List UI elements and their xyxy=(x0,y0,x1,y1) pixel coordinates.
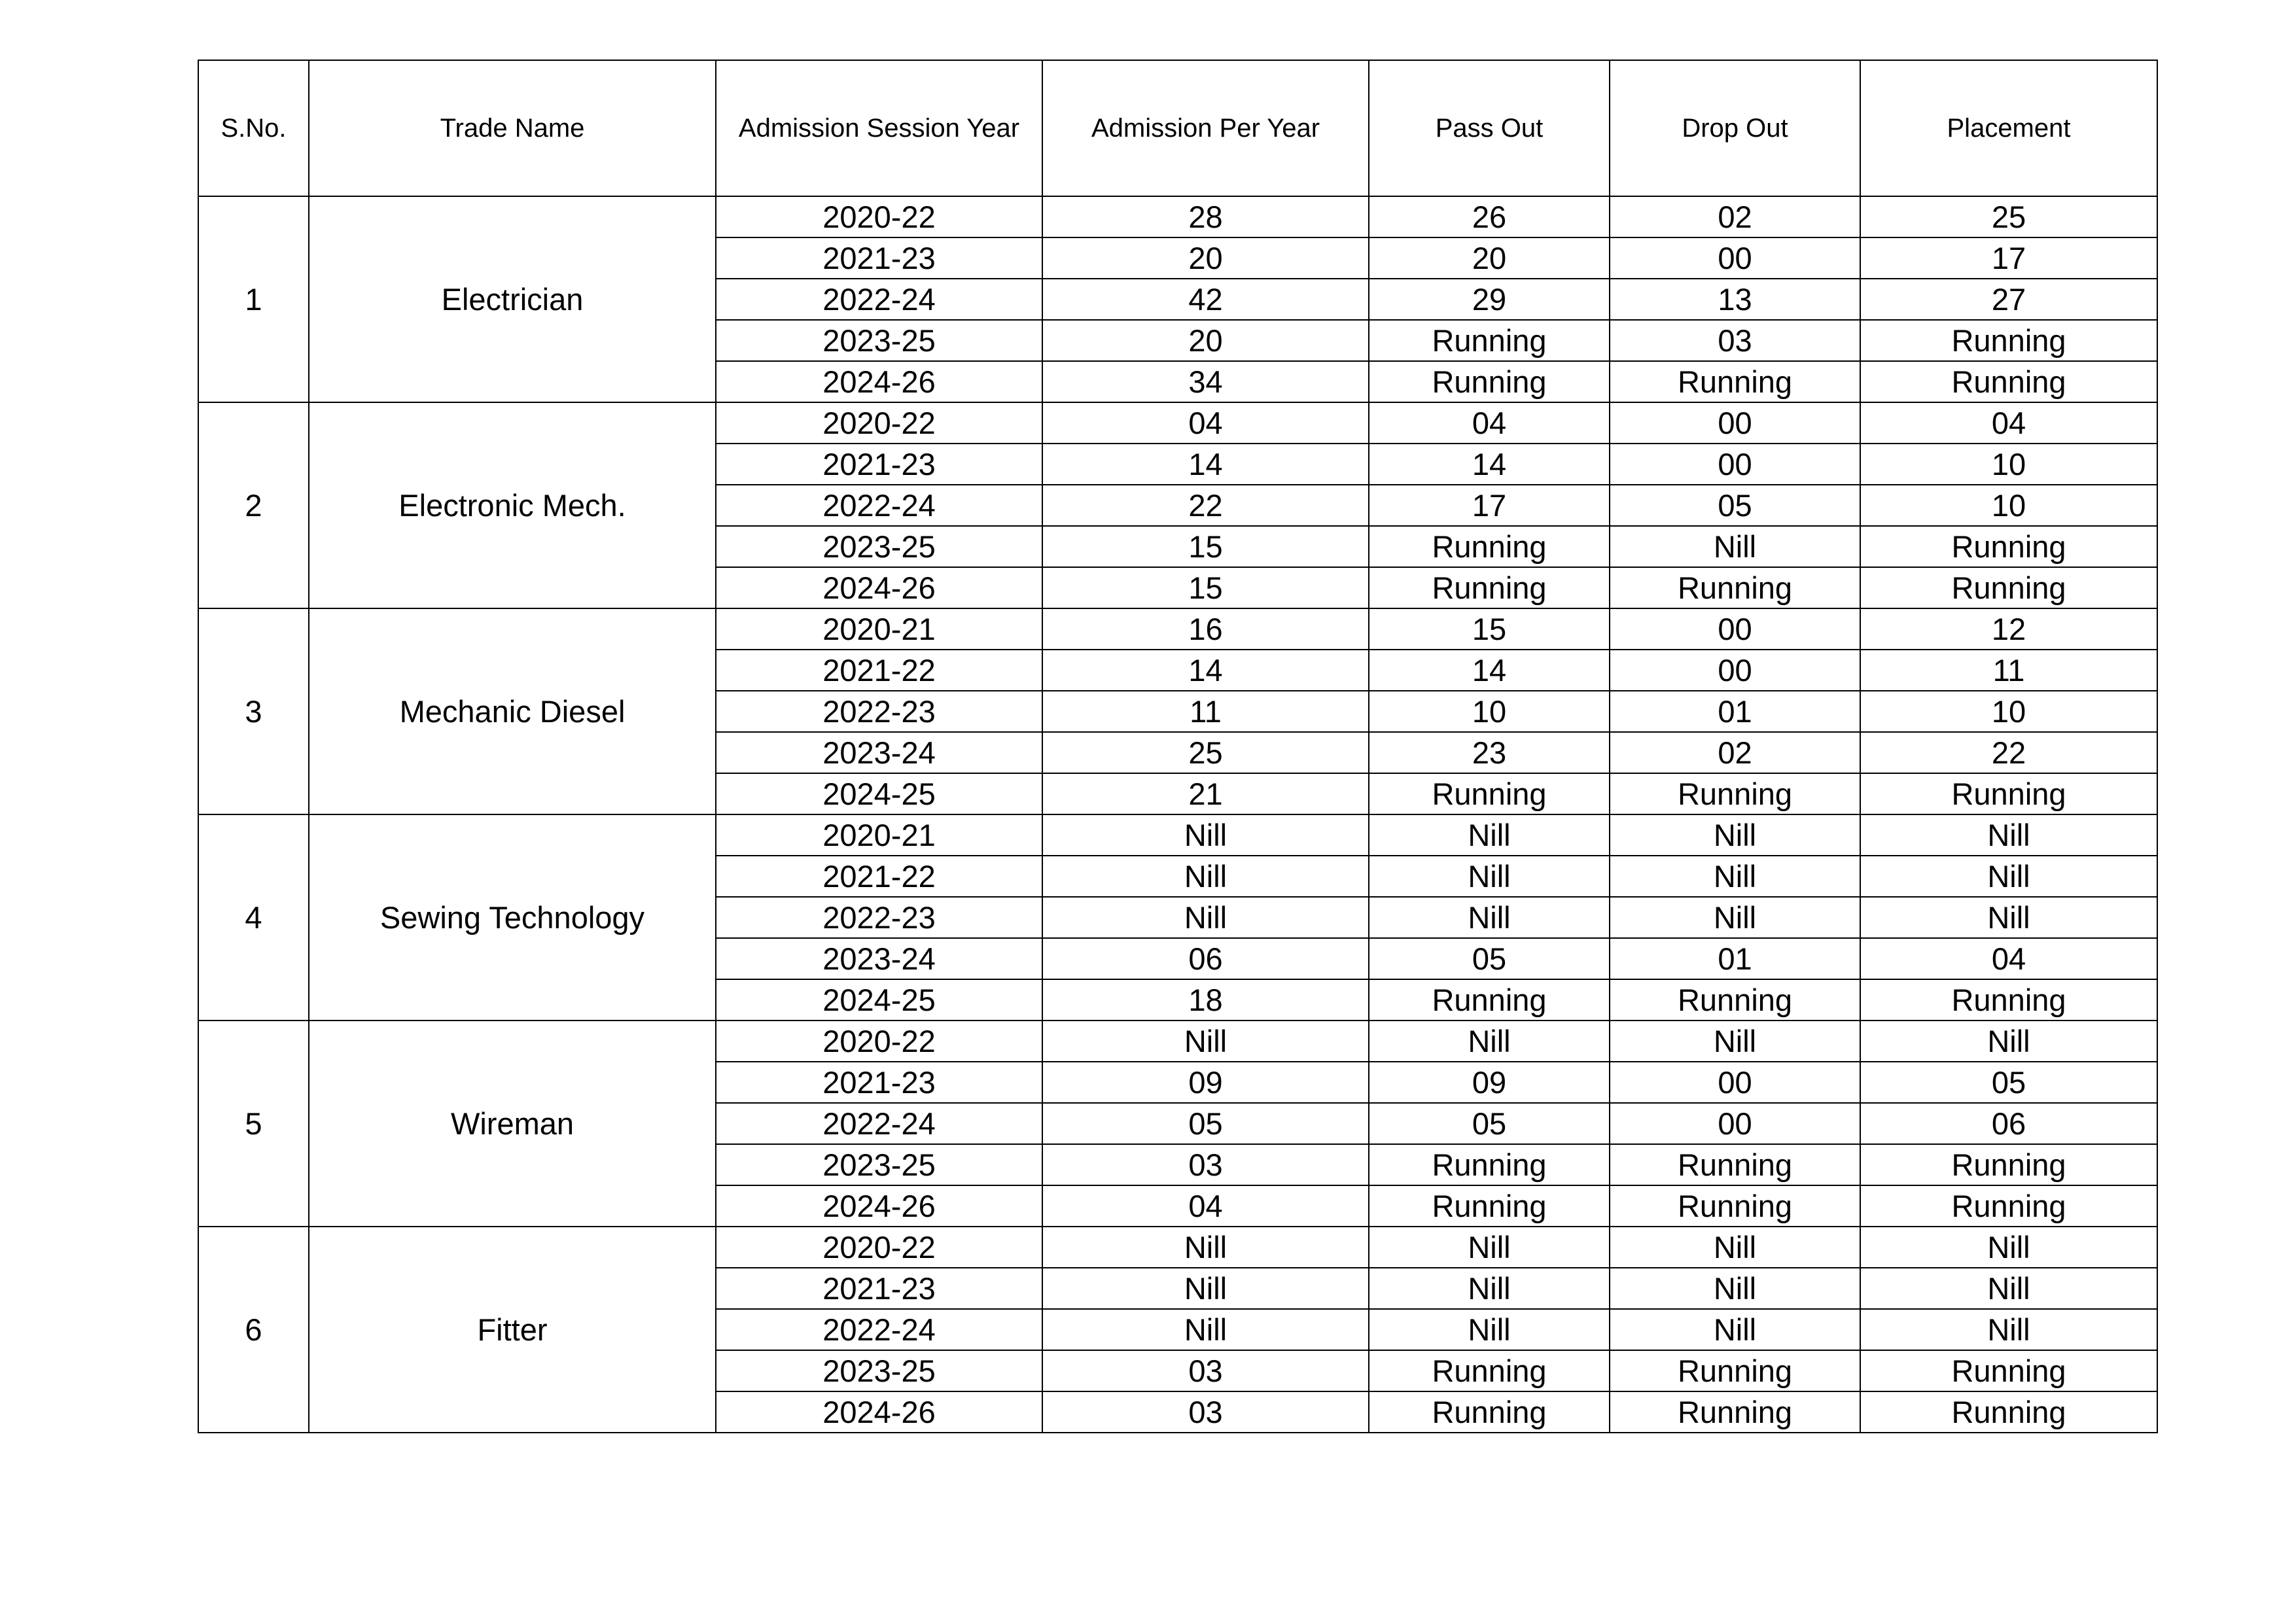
session-year-cell: 2024-25 xyxy=(716,773,1042,814)
drop-out-cell: 05 xyxy=(1610,485,1860,526)
placement-cell: 27 xyxy=(1860,279,2157,320)
pass-out-cell: Nill xyxy=(1369,897,1610,938)
drop-out-cell: 00 xyxy=(1610,1103,1860,1144)
admission-per-year-cell: 03 xyxy=(1042,1391,1369,1433)
pass-out-cell: Running xyxy=(1369,320,1610,361)
admission-per-year-cell: 34 xyxy=(1042,361,1369,402)
pass-out-cell: Running xyxy=(1369,1350,1610,1391)
trade-name-cell: Fitter xyxy=(309,1227,716,1433)
session-year-cell: 2022-24 xyxy=(716,485,1042,526)
placement-cell: Nill xyxy=(1860,1268,2157,1309)
table-row xyxy=(198,402,2157,444)
session-year-cell: 2023-24 xyxy=(716,732,1042,773)
admission-per-year-cell: 21 xyxy=(1042,773,1369,814)
pass-out-cell: Running xyxy=(1369,1391,1610,1433)
admission-per-year-cell: 11 xyxy=(1042,691,1369,732)
drop-out-cell: Running xyxy=(1610,1185,1860,1227)
placement-cell: Running xyxy=(1860,567,2157,608)
placement-cell: 10 xyxy=(1860,691,2157,732)
placement-cell: Running xyxy=(1860,1391,2157,1433)
placement-cell: 11 xyxy=(1860,650,2157,691)
drop-out-cell: Nill xyxy=(1610,814,1860,856)
admission-per-year-cell: 18 xyxy=(1042,979,1369,1021)
placement-cell: Running xyxy=(1860,1350,2157,1391)
pass-out-cell: Nill xyxy=(1369,1021,1610,1062)
session-year-cell: 2024-25 xyxy=(716,979,1042,1021)
drop-out-cell: Nill xyxy=(1610,1227,1860,1268)
admission-per-year-cell: 16 xyxy=(1042,608,1369,650)
table-row xyxy=(198,1021,2157,1062)
session-year-cell: 2022-24 xyxy=(716,1309,1042,1350)
drop-out-cell: Nill xyxy=(1610,526,1860,567)
admission-per-year-cell: 09 xyxy=(1042,1062,1369,1103)
session-year-cell: 2020-21 xyxy=(716,608,1042,650)
drop-out-cell: 00 xyxy=(1610,444,1860,485)
sno-cell: 3 xyxy=(198,608,309,814)
pass-out-cell: Nill xyxy=(1369,1268,1610,1309)
drop-out-cell: Nill xyxy=(1610,897,1860,938)
admission-per-year-cell: 42 xyxy=(1042,279,1369,320)
drop-out-cell: Nill xyxy=(1610,1021,1860,1062)
session-year-cell: 2020-22 xyxy=(716,1021,1042,1062)
table-row xyxy=(198,814,2157,856)
placement-cell: Nill xyxy=(1860,814,2157,856)
admission-per-year-cell: Nill xyxy=(1042,1309,1369,1350)
drop-out-cell: 03 xyxy=(1610,320,1860,361)
session-year-cell: 2021-23 xyxy=(716,237,1042,279)
sno-cell: 5 xyxy=(198,1021,309,1227)
session-year-cell: 2022-24 xyxy=(716,1103,1042,1144)
pass-out-cell: 10 xyxy=(1369,691,1610,732)
session-year-cell: 2023-25 xyxy=(716,320,1042,361)
sno-cell: 6 xyxy=(198,1227,309,1433)
session-year-cell: 2022-24 xyxy=(716,279,1042,320)
sno-cell: 2 xyxy=(198,402,309,608)
pass-out-cell: Running xyxy=(1369,773,1610,814)
admission-per-year-cell: 03 xyxy=(1042,1350,1369,1391)
pass-out-cell: 17 xyxy=(1369,485,1610,526)
drop-out-cell: Running xyxy=(1610,567,1860,608)
admission-per-year-cell: Nill xyxy=(1042,1021,1369,1062)
admission-per-year-cell: Nill xyxy=(1042,814,1369,856)
session-year-cell: 2024-26 xyxy=(716,1391,1042,1433)
admission-per-year-cell: 03 xyxy=(1042,1144,1369,1185)
session-year-cell: 2020-22 xyxy=(716,402,1042,444)
drop-out-cell: Running xyxy=(1610,1350,1860,1391)
placement-cell: Running xyxy=(1860,1185,2157,1227)
session-year-cell: 2020-22 xyxy=(716,196,1042,237)
drop-out-cell: 00 xyxy=(1610,650,1860,691)
session-year-cell: 2021-22 xyxy=(716,650,1042,691)
placement-cell: 17 xyxy=(1860,237,2157,279)
session-year-cell: 2024-26 xyxy=(716,1185,1042,1227)
drop-out-cell: Running xyxy=(1610,361,1860,402)
session-year-cell: 2020-22 xyxy=(716,1227,1042,1268)
header-drop-out: Drop Out xyxy=(1610,60,1860,196)
placement-cell: 06 xyxy=(1860,1103,2157,1144)
placement-cell: Nill xyxy=(1860,856,2157,897)
pass-out-cell: Nill xyxy=(1369,1309,1610,1350)
pass-out-cell: 20 xyxy=(1369,237,1610,279)
pass-out-cell: 05 xyxy=(1369,938,1610,979)
admission-per-year-cell: 04 xyxy=(1042,1185,1369,1227)
trade-name-cell: Electronic Mech. xyxy=(309,402,716,608)
table-row xyxy=(198,196,2157,237)
pass-out-cell: 14 xyxy=(1369,444,1610,485)
admission-per-year-cell: 14 xyxy=(1042,650,1369,691)
placement-cell: Running xyxy=(1860,979,2157,1021)
placement-cell: Running xyxy=(1860,526,2157,567)
sno-cell: 1 xyxy=(198,196,309,402)
session-year-cell: 2021-23 xyxy=(716,444,1042,485)
admission-per-year-cell: 15 xyxy=(1042,526,1369,567)
admission-per-year-cell: 20 xyxy=(1042,237,1369,279)
placement-cell: Nill xyxy=(1860,1227,2157,1268)
session-year-cell: 2021-22 xyxy=(716,856,1042,897)
placement-cell: Running xyxy=(1860,361,2157,402)
session-year-cell: 2023-25 xyxy=(716,526,1042,567)
trade-name-cell: Sewing Technology xyxy=(309,814,716,1021)
pass-out-cell: 14 xyxy=(1369,650,1610,691)
session-year-cell: 2024-26 xyxy=(716,567,1042,608)
pass-out-cell: 26 xyxy=(1369,196,1610,237)
placement-cell: 25 xyxy=(1860,196,2157,237)
pass-out-cell: Nill xyxy=(1369,856,1610,897)
drop-out-cell: Nill xyxy=(1610,856,1860,897)
admission-per-year-cell: 25 xyxy=(1042,732,1369,773)
drop-out-cell: 01 xyxy=(1610,691,1860,732)
pass-out-cell: 04 xyxy=(1369,402,1610,444)
placement-cell: Running xyxy=(1860,1144,2157,1185)
header-placement: Placement xyxy=(1860,60,2157,196)
placement-cell: 04 xyxy=(1860,402,2157,444)
admission-per-year-cell: 28 xyxy=(1042,196,1369,237)
header-admission-per-year: Admission Per Year xyxy=(1042,60,1369,196)
pass-out-cell: 09 xyxy=(1369,1062,1610,1103)
session-year-cell: 2021-23 xyxy=(716,1062,1042,1103)
session-year-cell: 2023-24 xyxy=(716,938,1042,979)
drop-out-cell: Running xyxy=(1610,1144,1860,1185)
trade-name-cell: Wireman xyxy=(309,1021,716,1227)
drop-out-cell: 02 xyxy=(1610,732,1860,773)
trade-admission-table xyxy=(198,60,2158,1433)
session-year-cell: 2020-21 xyxy=(716,814,1042,856)
drop-out-cell: 02 xyxy=(1610,196,1860,237)
admission-per-year-cell: Nill xyxy=(1042,1227,1369,1268)
pass-out-cell: Running xyxy=(1369,1144,1610,1185)
session-year-cell: 2022-23 xyxy=(716,691,1042,732)
placement-cell: Nill xyxy=(1860,1309,2157,1350)
pass-out-cell: 29 xyxy=(1369,279,1610,320)
pass-out-cell: 23 xyxy=(1369,732,1610,773)
placement-cell: Running xyxy=(1860,320,2157,361)
table-row xyxy=(198,608,2157,650)
admission-per-year-cell: Nill xyxy=(1042,856,1369,897)
pass-out-cell: Nill xyxy=(1369,1227,1610,1268)
admission-per-year-cell: 20 xyxy=(1042,320,1369,361)
session-year-cell: 2023-25 xyxy=(716,1350,1042,1391)
pass-out-cell: 05 xyxy=(1369,1103,1610,1144)
admission-per-year-cell: 22 xyxy=(1042,485,1369,526)
header-row xyxy=(198,60,2157,196)
trade-name-cell: Mechanic Diesel xyxy=(309,608,716,814)
header-admission-session-year: Admission Session Year xyxy=(716,60,1042,196)
admission-per-year-cell: 15 xyxy=(1042,567,1369,608)
session-year-cell: 2023-25 xyxy=(716,1144,1042,1185)
placement-cell: 05 xyxy=(1860,1062,2157,1103)
trade-name-cell: Electrician xyxy=(309,196,716,402)
drop-out-cell: Running xyxy=(1610,1391,1860,1433)
drop-out-cell: 01 xyxy=(1610,938,1860,979)
drop-out-cell: 00 xyxy=(1610,1062,1860,1103)
drop-out-cell: Running xyxy=(1610,773,1860,814)
table-body xyxy=(198,196,2157,1433)
pass-out-cell: Running xyxy=(1369,1185,1610,1227)
placement-cell: Nill xyxy=(1860,1021,2157,1062)
drop-out-cell: 00 xyxy=(1610,608,1860,650)
session-year-cell: 2024-26 xyxy=(716,361,1042,402)
placement-cell: 10 xyxy=(1860,485,2157,526)
placement-cell: 22 xyxy=(1860,732,2157,773)
header-pass-out: Pass Out xyxy=(1369,60,1610,196)
session-year-cell: 2021-23 xyxy=(716,1268,1042,1309)
pass-out-cell: Running xyxy=(1369,979,1610,1021)
pass-out-cell: Running xyxy=(1369,526,1610,567)
pass-out-cell: Running xyxy=(1369,567,1610,608)
sno-cell: 4 xyxy=(198,814,309,1021)
admission-per-year-cell: 05 xyxy=(1042,1103,1369,1144)
pass-out-cell: 15 xyxy=(1369,608,1610,650)
drop-out-cell: 00 xyxy=(1610,402,1860,444)
placement-cell: 04 xyxy=(1860,938,2157,979)
drop-out-cell: 00 xyxy=(1610,237,1860,279)
pass-out-cell: Nill xyxy=(1369,814,1610,856)
pass-out-cell: Running xyxy=(1369,361,1610,402)
admission-per-year-cell: 14 xyxy=(1042,444,1369,485)
admission-per-year-cell: 06 xyxy=(1042,938,1369,979)
placement-cell: 10 xyxy=(1860,444,2157,485)
drop-out-cell: Nill xyxy=(1610,1268,1860,1309)
admission-per-year-cell: 04 xyxy=(1042,402,1369,444)
placement-cell: 12 xyxy=(1860,608,2157,650)
table-row xyxy=(198,1227,2157,1268)
admission-per-year-cell: Nill xyxy=(1042,1268,1369,1309)
admission-per-year-cell: Nill xyxy=(1042,897,1369,938)
drop-out-cell: Running xyxy=(1610,979,1860,1021)
header-trade-name: Trade Name xyxy=(309,60,716,196)
drop-out-cell: 13 xyxy=(1610,279,1860,320)
session-year-cell: 2022-23 xyxy=(716,897,1042,938)
header-sno: S.No. xyxy=(198,60,309,196)
placement-cell: Running xyxy=(1860,773,2157,814)
drop-out-cell: Nill xyxy=(1610,1309,1860,1350)
placement-cell: Nill xyxy=(1860,897,2157,938)
